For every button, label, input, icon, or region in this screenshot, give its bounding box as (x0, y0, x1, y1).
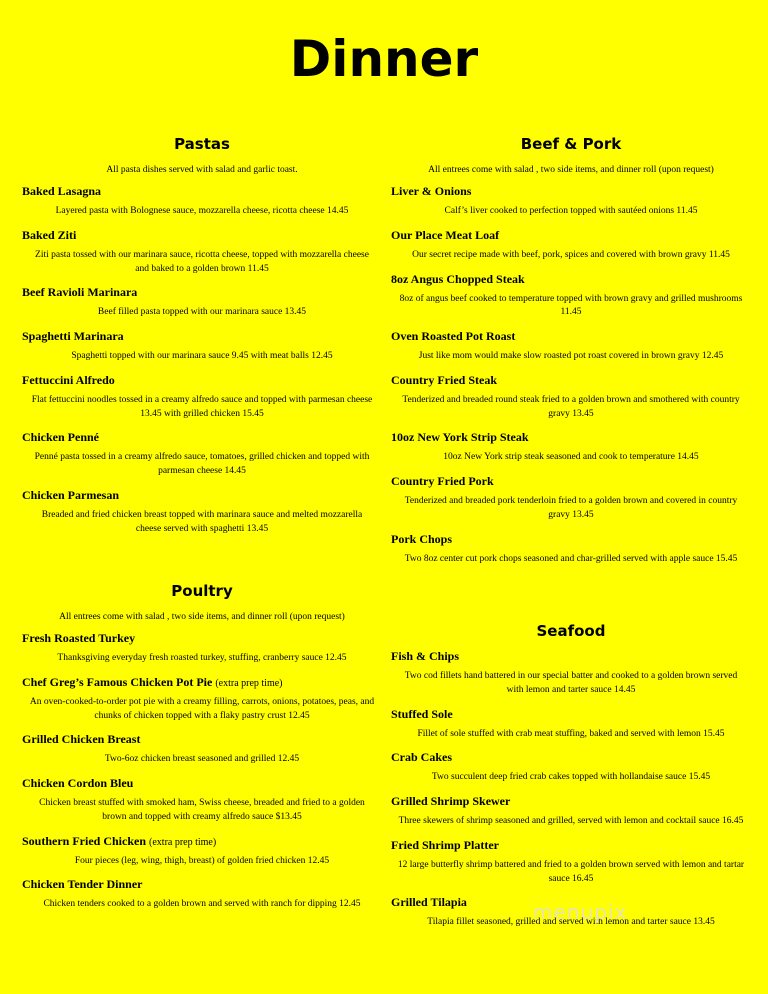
item-name: Crab Cakes (391, 750, 453, 765)
item-description: Penné pasta tossed in a creamy alfredo sauce, tomatoes, grilled chicken and topped with parmesan cheese 14.45 (34, 452, 370, 477)
poultry-section (22, 582, 382, 912)
item-name: Grilled Tilapia (391, 895, 467, 910)
item-name: Chicken Penné (22, 430, 100, 445)
menu-item (22, 877, 382, 912)
item-name: Country Fried Steak (391, 372, 497, 387)
menu-title: Dinner (289, 30, 479, 88)
item-name: Beef Ravioli Marinara (22, 285, 138, 300)
beef-pork-note: All entrees come with salad , two side items, and dinner roll (upon request) (428, 165, 714, 175)
menu-item (22, 675, 382, 724)
menu-item (22, 373, 382, 422)
item-name: Fried Shrimp Platter (391, 837, 499, 852)
item-name: Chicken Tender Dinner (22, 877, 143, 892)
item-name: Pork Chops (391, 531, 453, 546)
item-name: Grilled Shrimp Skewer (391, 794, 511, 809)
item-name: Grilled Chicken Breast (22, 732, 141, 747)
menu-item (391, 474, 751, 523)
item-description: Three skewers of shrimp seasoned and grilled, served with lemon and cocktail sauce 16.45 (398, 816, 744, 827)
seafood-section (391, 622, 751, 930)
item-description: Beef filled pasta topped with our marinara sauce 13.45 (97, 307, 307, 318)
item-name: Chef Greg’s Famous Chicken Pot Pie (extra prep time) (22, 674, 283, 689)
menu-item (391, 184, 751, 219)
item-note: (extra prep time) (149, 836, 217, 848)
poultry-heading: Poultry (171, 582, 233, 600)
item-description: Tenderized and breaded pork tenderloin fried to a golden brown and covered in country gravy 13.45 (404, 496, 738, 520)
item-name: Liver & Onions (391, 184, 472, 198)
item-name: Fettuccini Alfredo (22, 372, 115, 387)
item-name: 8oz Angus Chopped Steak (391, 271, 525, 286)
menu-item (22, 228, 382, 277)
menu-item (391, 228, 751, 263)
item-note: (extra prep time) (215, 677, 283, 689)
item-description: Our secret recipe made with beef, pork, spices and covered with brown gravy 11.45 (412, 249, 730, 260)
menu-item (391, 430, 751, 465)
menu-item (22, 329, 382, 364)
menu-item (22, 631, 382, 666)
item-description: Flat fettuccini noodles tossed in a creamy alfredo sauce and topped with parmesan cheese 13.45 with grilled chicken 15.45 (31, 394, 373, 419)
beef-pork-section (391, 135, 751, 566)
pastas-note: All pasta dishes served with salad and garlic toast. (106, 165, 298, 175)
pastas-section (22, 135, 382, 536)
poultry-note: All entrees come with salad , two side items, and dinner roll (upon request) (59, 612, 345, 622)
item-description: Just like mom would make slow roasted pot roast covered in brown gravy 12.45 (418, 351, 724, 362)
menu-item (391, 532, 751, 567)
item-description: Tenderized and breaded round steak fried to a golden brown and smothered with country gravy 13.45 (402, 394, 740, 419)
item-description: Two succulent deep fried crab cakes topped with hollandaise sauce 15.45 (431, 772, 711, 783)
item-description: Two 8oz center cut pork chops seasoned and char-grilled served with apple sauce 15.45 (404, 553, 738, 564)
item-name: Fresh Roasted Turkey (22, 631, 136, 645)
menu-item (391, 750, 751, 785)
item-description: Thanksgiving everyday fresh roasted turkey, stuffing, cranberry sauce 12.45 (57, 653, 347, 663)
item-description: Calf’s liver cooked to perfection topped with sautéed onions 11.45 (444, 206, 698, 216)
menu-item (391, 373, 751, 422)
item-description: An oven-cooked-to-order pot pie with a creamy filling, carrots, onions, potatoes, peas, and chunks of chicken topped with a flaky pastry crust 12.45 (29, 696, 375, 721)
menu-item (22, 488, 382, 537)
item-description: Ziti pasta tossed with our marinara sauce, ricotta cheese, topped with mozzarella cheese and baked to a golden brown 11.45 (35, 249, 369, 274)
item-name: Spaghetti Marinara (22, 329, 124, 344)
menu-item (22, 285, 382, 320)
item-description: Chicken tenders cooked to a golden brown and served with ranch for dipping 12.45 (43, 899, 361, 910)
item-description: Spaghetti topped with our marinara sauce 9.45 with meat balls 12.45 (71, 351, 333, 362)
item-name: Oven Roasted Pot Roast (391, 329, 516, 344)
menu-item (391, 272, 751, 321)
menu-item (22, 184, 382, 219)
menu-item (391, 838, 751, 887)
pastas-heading: Pastas (174, 135, 230, 153)
menu-item (22, 776, 382, 825)
item-name: Southern Fried Chicken (extra prep time) (22, 833, 217, 848)
item-description: Two cod fillets hand battered in our special batter and cooked to a golden brown served with lemon and tarter sauce 14.45 (404, 671, 738, 695)
menu-item (391, 329, 751, 364)
item-name: Baked Ziti (22, 227, 77, 242)
menu-item (22, 834, 382, 869)
item-description: Chicken breast stuffed with smoked ham, Swiss cheese, breaded and fried to a golden brown and topped with creamy alfredo sauce $13.45 (39, 798, 365, 822)
item-description: Two-6oz chicken breast seasoned and grilled 12.45 (104, 754, 300, 765)
item-description: 10oz New York strip steak seasoned and cook to temperature 14.45 (443, 452, 699, 463)
item-description: Breaded and fried chicken breast topped with marinara sauce and melted mozzarella cheese served with spaghetti 13.45 (41, 509, 363, 534)
item-description: Tilapia fillet seasoned, grilled and served with lemon and tarter sauce 13.45 (427, 917, 715, 928)
watermark: menupix (533, 900, 628, 924)
item-name: Chicken Parmesan (22, 487, 119, 502)
item-description: Layered pasta with Bolognese sauce, mozzarella cheese, ricotta cheese 14.45 (55, 206, 349, 216)
item-description: 8oz of angus beef cooked to temperature topped with brown gravy and grilled mushrooms 11.45 (399, 293, 743, 318)
menu-item (391, 794, 751, 829)
item-name: Chicken Cordon Bleu (22, 776, 134, 791)
item-name: Our Place Meat Loaf (391, 227, 500, 242)
menu-item (22, 430, 382, 479)
menu-item (22, 732, 382, 767)
item-name: Stuffed Sole (391, 706, 453, 721)
seafood-heading: Seafood (536, 622, 606, 640)
item-description: Fillet of sole stuffed with crab meat stuffing, baked and served with lemon 15.45 (417, 728, 725, 739)
item-name: Baked Lasagna (22, 184, 102, 198)
item-name: Fish & Chips (391, 649, 460, 663)
menu-item (391, 707, 751, 742)
item-description: Four pieces (leg, wing, thigh, breast) of golden fried chicken 12.45 (74, 855, 330, 866)
menu-item (391, 649, 751, 698)
beef-pork-heading: Beef & Pork (520, 135, 622, 153)
item-name: 10oz New York Strip Steak (391, 430, 529, 445)
item-description: 12 large butterfly shrimp battered and fried to a golden brown served with lemon and tartar sauce 16.45 (397, 859, 745, 884)
item-name: Country Fried Pork (391, 474, 494, 489)
